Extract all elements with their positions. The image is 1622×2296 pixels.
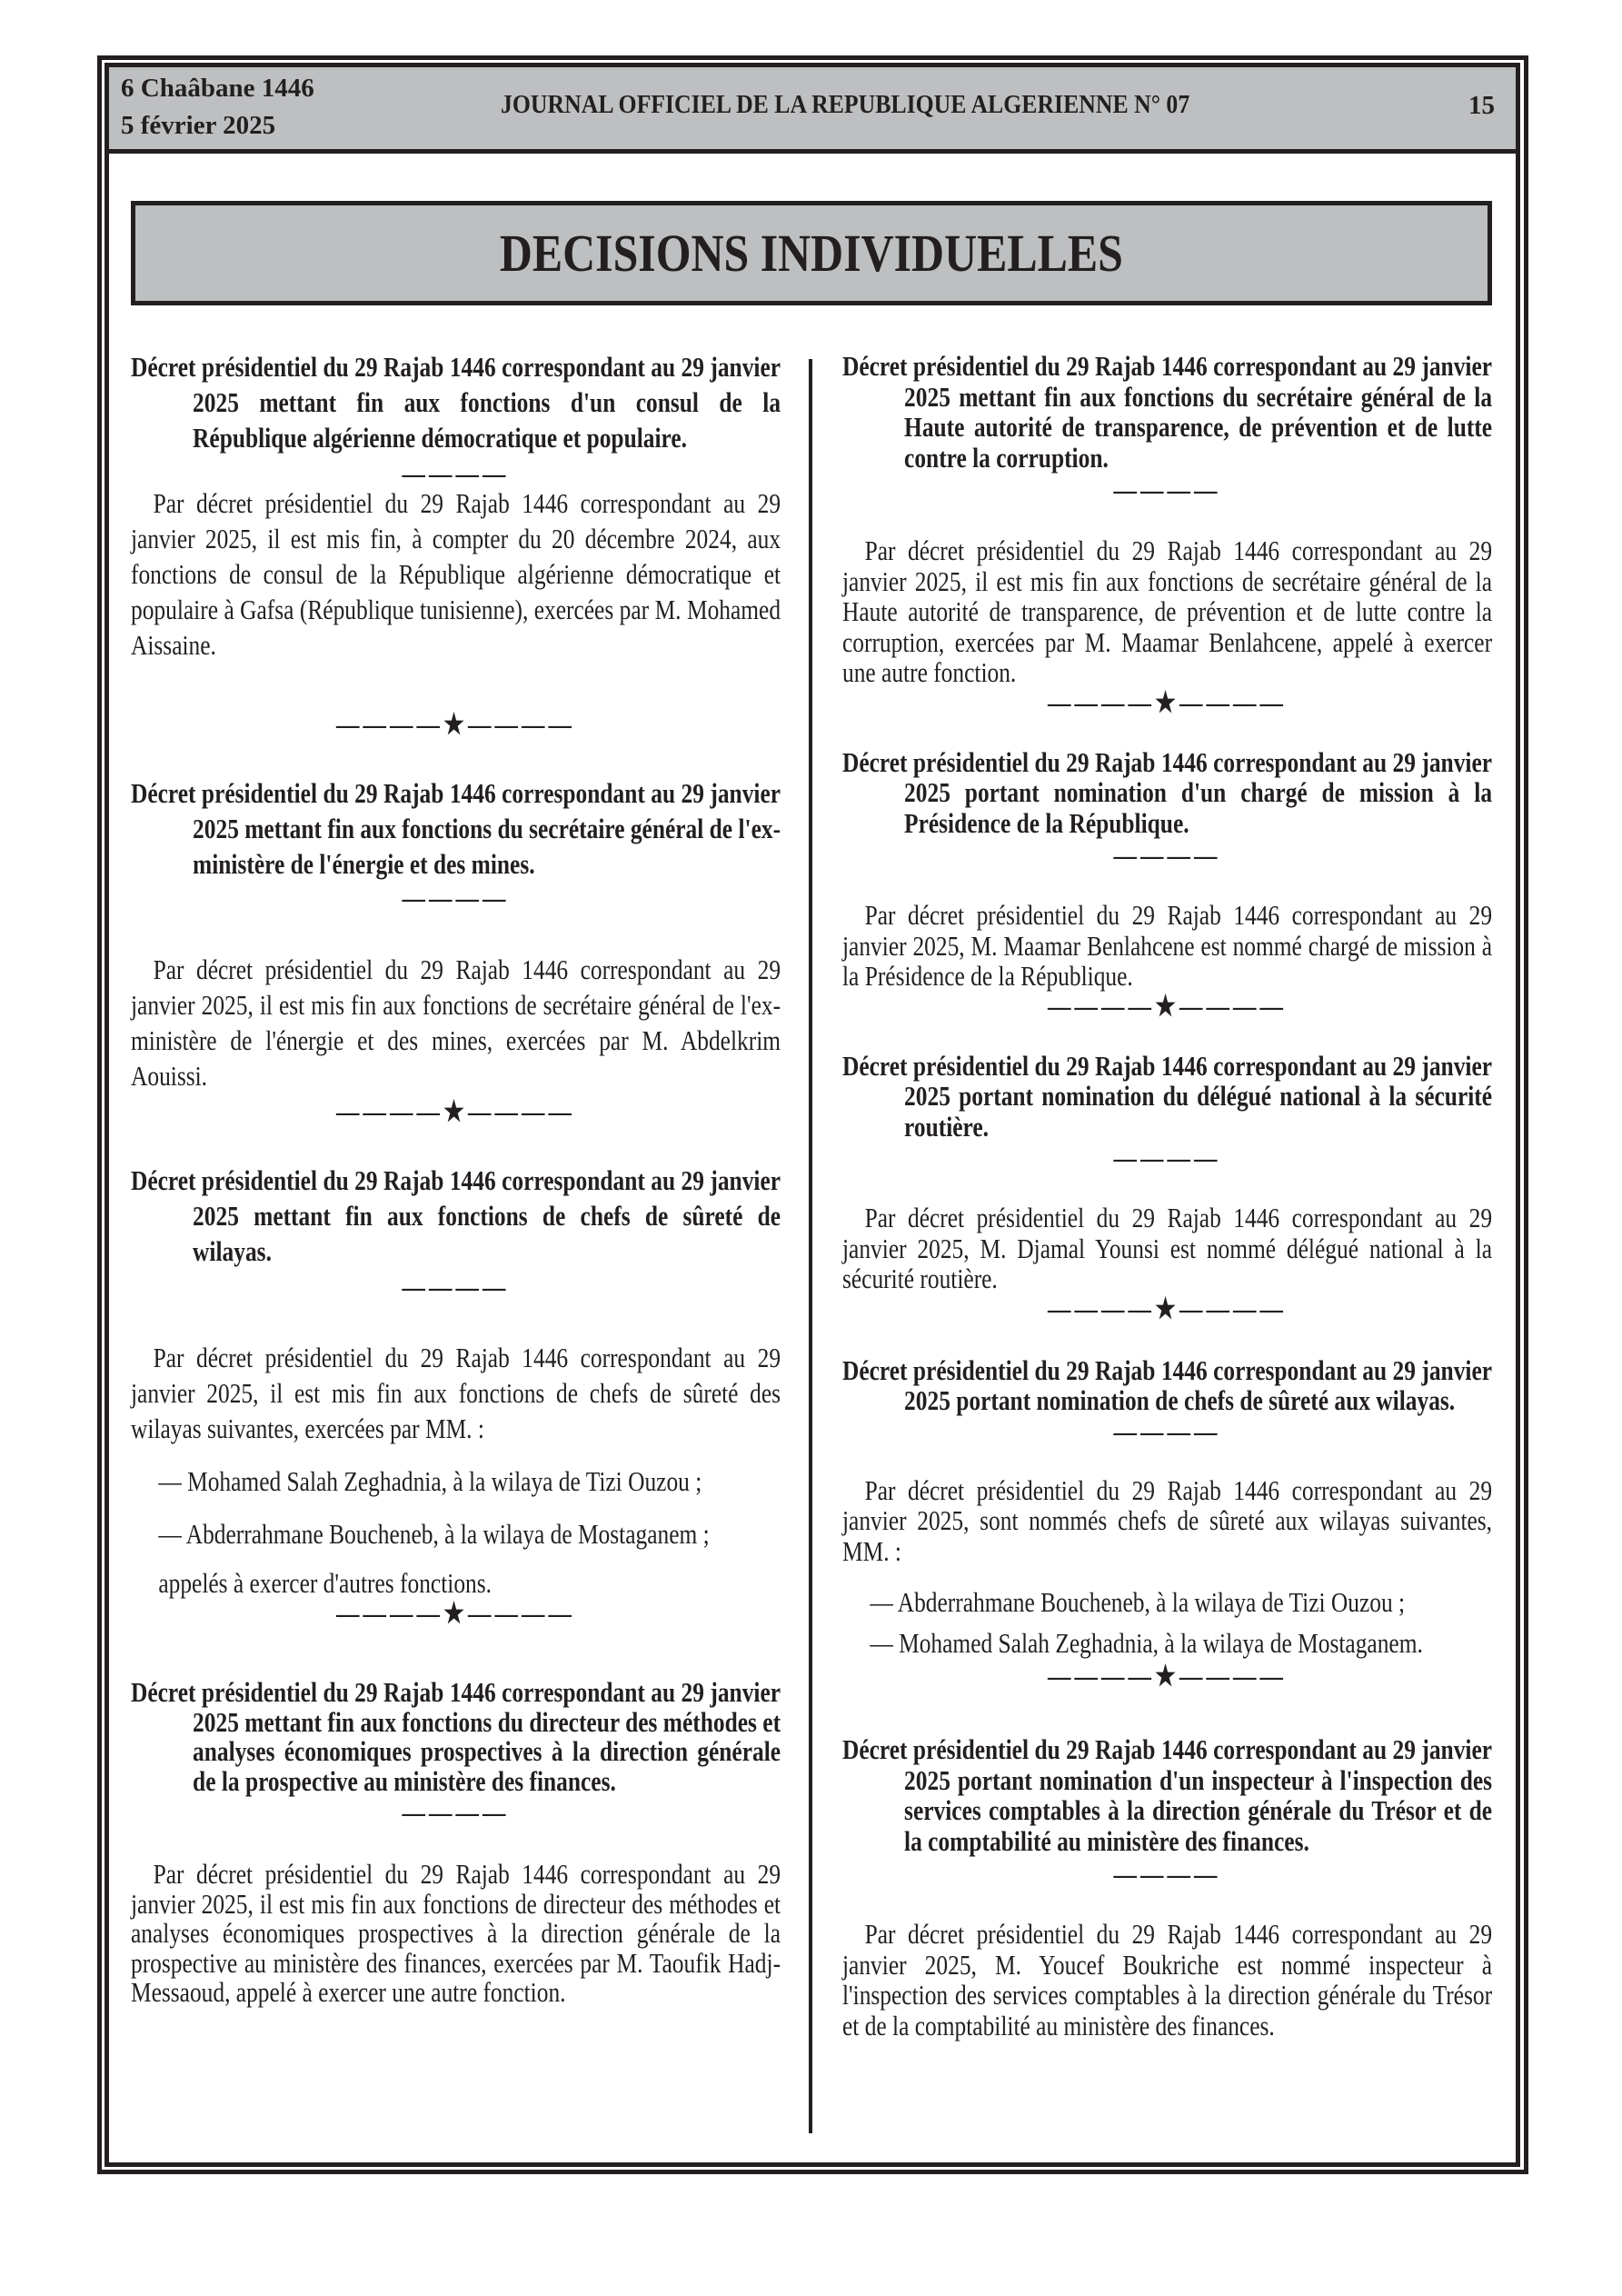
- separator: ————: [1113, 1414, 1221, 1447]
- separator: ————: [1113, 1858, 1221, 1890]
- decree-title: Décret présidentiel du 29 Rajab 1446 correspondant au 29 janvier 2025 mettant fin aux fonctions du directeur des méthodes et analyses économiques prospectives à la direction générale de la prospective au ministère des finances.: [131, 1676, 781, 1797]
- decree-title: Décret présidentiel du 29 Rajab 1446 correspondant au 29 janvier 2025 portant nomination d'un inspecteur à l'inspection des services comptables à la direction générale du Trésor et de la comptabilité au ministère des finances.: [842, 1733, 1493, 1857]
- star-separator: ————★————: [1047, 1292, 1288, 1324]
- decree-title: Décret présidentiel du 29 Rajab 1446 correspondant au 29 janvier 2025 portant nomination du délégué national à la sécurité routière.: [842, 1049, 1493, 1143]
- separator: ————: [1113, 1142, 1221, 1173]
- star-separator: ————★————: [1047, 1660, 1288, 1692]
- separator: ————: [402, 1271, 510, 1303]
- decree-title: Décret présidentiel du 29 Rajab 1446 correspondant au 29 janvier 2025 mettant fin aux fonctions de chefs de sûreté de wilayas.: [131, 1164, 781, 1267]
- right-column: [842, 351, 1492, 2041]
- section-title: DECISIONS INDIVIDUELLES: [499, 224, 1124, 283]
- star-separator: ————★————: [1047, 685, 1288, 718]
- decree-body: Par décret présidentiel du 29 Rajab 1446 correspondant au 29 janvier 2025, M. Youcef Boukriche est nommé inspecteur à l'inspection des services comptables à la direction générale du Trésor et de la comptabilité au ministère des finances.: [842, 1918, 1493, 2041]
- section-title-box: [131, 201, 1492, 305]
- separator: ————: [402, 882, 510, 913]
- list-item: — Abderrahmane Boucheneb, à la wilaya de Mostaganem ;: [158, 1518, 710, 1550]
- journal-title: JOURNAL OFFICIEL DE LA REPUBLIQUE ALGERIENNE N° 07: [501, 91, 1190, 119]
- left-column: [131, 349, 781, 2008]
- decree-title: Décret présidentiel du 29 Rajab 1446 correspondant au 29 janvier 2025 portant nomination d'un chargé de mission à la Présidence de la République.: [842, 745, 1493, 839]
- decree-body: Par décret présidentiel du 29 Rajab 1446 correspondant au 29 janvier 2025, il est mis fin aux fonctions de chefs de sûreté des wilayas suivantes, exercées par MM. :: [131, 1342, 781, 1444]
- separator: ————: [402, 1796, 510, 1828]
- decree-body: Par décret présidentiel du 29 Rajab 1446 correspondant au 29 janvier 2025, sont nommés chefs de sûreté aux wilayas suivantes, MM. :: [842, 1473, 1493, 1567]
- gregorian-date: 5 février 2025: [121, 111, 276, 140]
- star-separator: ————★————: [335, 1597, 576, 1629]
- star-separator: ————★————: [335, 708, 576, 740]
- decree-title: Décret présidentiel du 29 Rajab 1446 correspondant au 29 janvier 2025 portant nomination de chefs de sûreté aux wilayas.: [842, 1353, 1493, 1416]
- decree-title: Décret présidentiel du 29 Rajab 1446 correspondant au 29 janvier 2025 mettant fin aux fonctions du secrétaire général de l'ex-ministère de l'énergie et des mines.: [131, 777, 781, 880]
- decree-body: Par décret présidentiel du 29 Rajab 1446 correspondant au 29 janvier 2025, M. Maamar Benlahcene est nommé chargé de mission à la Présidence de la République.: [842, 899, 1493, 992]
- decree-body: Par décret présidentiel du 29 Rajab 1446 correspondant au 29 janvier 2025, il est mis fin aux fonctions de secrétaire général de la Haute autorité de transparence, de prévention et de lutte contre la corruption, exercées par M. Maamar Benlahcene, appelé à exercer une autre fonction.: [842, 534, 1493, 688]
- list-item: — Abderrahmane Boucheneb, à la wilaya de Tizi Ouzou ;: [870, 1586, 1406, 1618]
- decree-body: Par décret présidentiel du 29 Rajab 1446 correspondant au 29 janvier 2025, il est mis fin, à compter du 20 décembre 2024, aux fonctions de consul de la République algérienne démocratique et populaire à Gafsa (République tunisienne), exercées par M. Mohamed Aissaine.: [131, 487, 781, 661]
- list-item: — Mohamed Salah Zeghadnia, à la wilaya de Tizi Ouzou ;: [158, 1465, 702, 1497]
- star-separator: ————★————: [335, 1095, 576, 1127]
- separator: ————: [1113, 839, 1221, 871]
- decree-title: Décret présidentiel du 29 Rajab 1446 correspondant au 29 janvier 2025 mettant fin aux fonctions d'un consul de la République algérienne démocratique et populaire.: [131, 351, 781, 454]
- decree-body: Par décret présidentiel du 29 Rajab 1446 correspondant au 29 janvier 2025, il est mis fin aux fonctions de secrétaire général de l'ex-ministère de l'énergie et des mines, exercées par M. Abdelkrim Aouissi.: [131, 953, 781, 1092]
- hijri-date: 6 Chaâbane 1446: [121, 74, 314, 103]
- decree-closing: appelés à exercer d'autres fonctions.: [158, 1567, 492, 1599]
- star-separator: ————★————: [1047, 989, 1288, 1022]
- list-item: — Mohamed Salah Zeghadnia, à la wilaya de Mostaganem.: [870, 1626, 1423, 1659]
- separator: ————: [1113, 474, 1221, 505]
- separator: ————: [402, 457, 510, 489]
- decree-body: Par décret présidentiel du 29 Rajab 1446 correspondant au 29 janvier 2025, M. Djamal Younsi est nommé délégué national à la sécurité routière.: [842, 1202, 1493, 1294]
- column-divider: [809, 359, 812, 2133]
- decree-body: Par décret présidentiel du 29 Rajab 1446 correspondant au 29 janvier 2025, il est mis fin aux fonctions de directeur des méthodes et analyses économiques prospectives à la direction générale de la prospective au ministère des finances, exercées par M. Taoufik Hadj-Messaoud, appelé à exercer une autre fonction.: [131, 1858, 781, 2008]
- decree-title: Décret présidentiel du 29 Rajab 1446 correspondant au 29 janvier 2025 mettant fin aux fonctions du secrétaire général de la Haute autorité de transparence, de prévention et de lutte contre la corruption.: [842, 350, 1493, 474]
- page-number: 15: [1468, 91, 1495, 120]
